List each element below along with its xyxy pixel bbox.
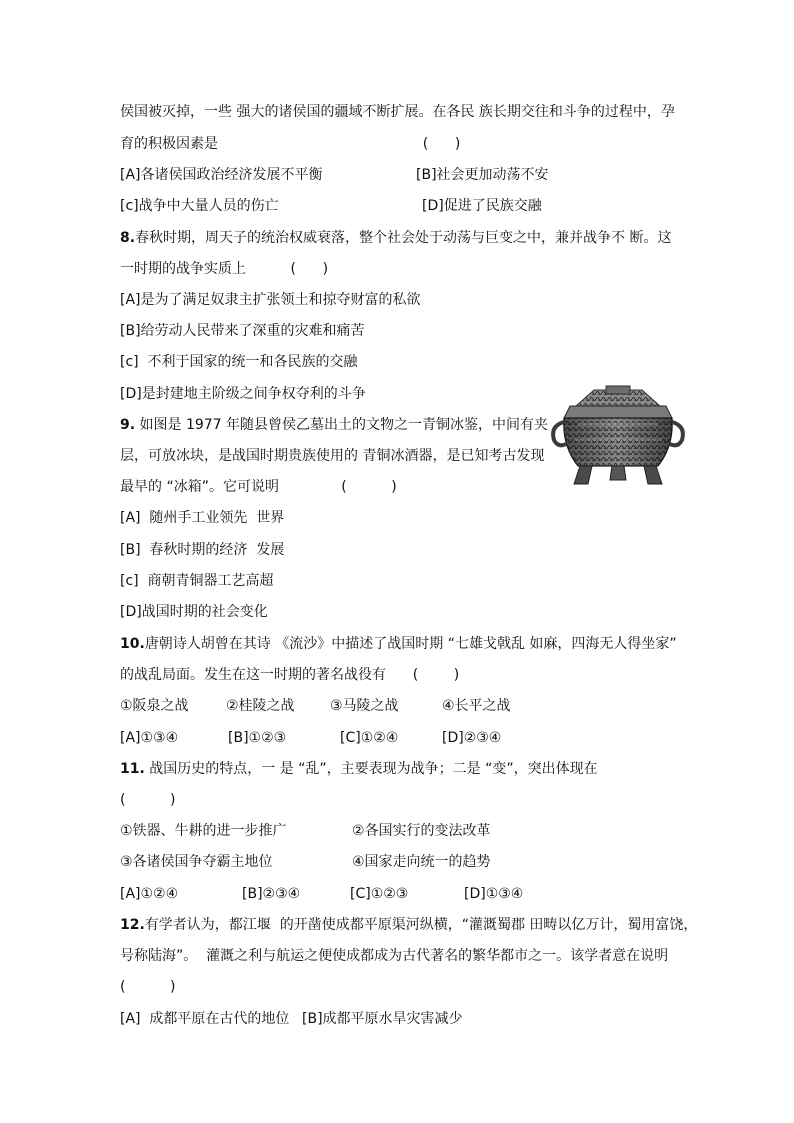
q11-item-2: ②各国实行的变法改革 (352, 823, 491, 839)
q10-option-a: [A]①③④ (120, 730, 179, 746)
q11-option-d: [D]①③④ (464, 886, 524, 902)
q12-line1 (120, 915, 697, 935)
q11-number: 11. (120, 761, 145, 777)
q10-line2: 的战乱局面。发生在这一时期的著名战役有 ( ) (120, 667, 460, 683)
q7-option-c: [c]战争中大量人员的伤亡 (120, 198, 279, 214)
q7-line2: 育的积极因素是 ( ) (120, 136, 461, 152)
q12-option-b: [B]成都平原水旱灾害减少 (302, 1011, 463, 1027)
q11-option-c: [C]①②③ (350, 886, 409, 902)
q8-line1 (120, 228, 672, 248)
q12-option-a: [A] 成都平原在古代的地位 (120, 1011, 290, 1027)
q10-option-c: [C]①②④ (340, 730, 399, 746)
q7-option-a: [A]各诸侯国政治经济发展不平衡 (120, 167, 323, 183)
q11-item-3: ③各诸侯国争夺霸主地位 (120, 854, 273, 870)
q9-line2: 层，可放冰块，是战国时期贵族使用的 青铜冰酒器，是已知考古发现 (120, 448, 545, 464)
q8-text: 春秋时期，周天子的统治权威衰落，整个社会处于动荡与巨变之中，兼并战争不 断。这 (135, 230, 672, 246)
q10-item-1: ①阪泉之战 (120, 698, 189, 714)
q9-line3: 最早的 “冰箱”。它可说明 ( ) (120, 479, 397, 495)
q7-option-b: [B]社会更加动荡不安 (416, 167, 549, 183)
q8-line2: 一时期的战争实质上 ( ) (120, 261, 329, 277)
q8-option-b: [B]给劳动人民带来了深重的灾难和痛苦 (120, 323, 365, 339)
q8-number: 8. (120, 230, 136, 246)
q9-line1 (120, 415, 548, 435)
q10-number: 10. (120, 636, 145, 652)
q10-item-2: ②桂陵之战 (226, 698, 295, 714)
q9-number: 9. (120, 417, 136, 433)
q12-text: 有学者认为，都江堰 的开凿使成都平原渠河纵横，“灌溉蜀郡 田畴以亿万计，蜀用富饶， (144, 917, 698, 933)
q9-option-c: [c] 商朝青铜器工艺高超 (120, 573, 274, 589)
bronze-ice-chest-icon (548, 384, 688, 490)
q10-text: 唐朝诗人胡曾在其诗 《流沙》中描述了战国时期 “七雄戈戟乱 如麻，四海无人得坐家” (144, 636, 677, 652)
q11-line1 (120, 759, 598, 779)
q9-option-d: [D]战国时期的社会变化 (120, 604, 268, 620)
q8-option-d: [D]是封建地主阶级之间争权夺利的斗争 (120, 386, 366, 402)
q11-text: 战国历史的特点，一 是 “乱”，主要表现为战争；二是 “变”，突出体现在 (144, 761, 598, 777)
q10-option-b: [B]①②③ (228, 730, 287, 746)
q11-item-4: ④国家走向统一的趋势 (352, 854, 491, 870)
q11-line2: ( ) (120, 792, 176, 808)
q11-option-a: [A]①②④ (120, 886, 179, 902)
q11-option-b: [B]②③④ (242, 886, 301, 902)
q10-line1 (120, 634, 677, 654)
q10-item-4: ④长平之战 (442, 698, 511, 714)
q8-option-a: [A]是为了满足奴隶主扩张领土和掠夺财富的私欲 (120, 292, 421, 308)
q7-line1: 侯国被灭掉，一些 强大的诸侯国的疆域不断扩展。在各民 族长期交往和斗争的过程中，孕 (120, 104, 675, 120)
q10-option-d: [D]②③④ (442, 730, 502, 746)
q9-text: 如图是 1977 年随县曾侯乙墓出土的文物之一青铜冰鉴，中间有夹 (135, 417, 549, 433)
bronze-ice-chest-image (548, 384, 688, 490)
q10-item-3: ③马陵之战 (330, 698, 399, 714)
q8-option-c: [c] 不利于国家的统一和各民族的交融 (120, 354, 358, 370)
q7-option-d: [D]促进了民族交融 (422, 198, 542, 214)
q9-option-a: [A] 随州手工业领先 世界 (120, 510, 285, 526)
q12-line2: 号称陆海”。 灌溉之利与航运之便使成都成为古代著名的繁华都市之一。该学者意在说明 (120, 948, 669, 964)
q12-number: 12. (120, 917, 145, 933)
q12-line3: ( ) (120, 979, 176, 995)
q11-item-1: ①铁器、牛耕的进一步推广 (120, 823, 287, 839)
q9-option-b: [B] 春秋时期的经济 发展 (120, 542, 285, 558)
